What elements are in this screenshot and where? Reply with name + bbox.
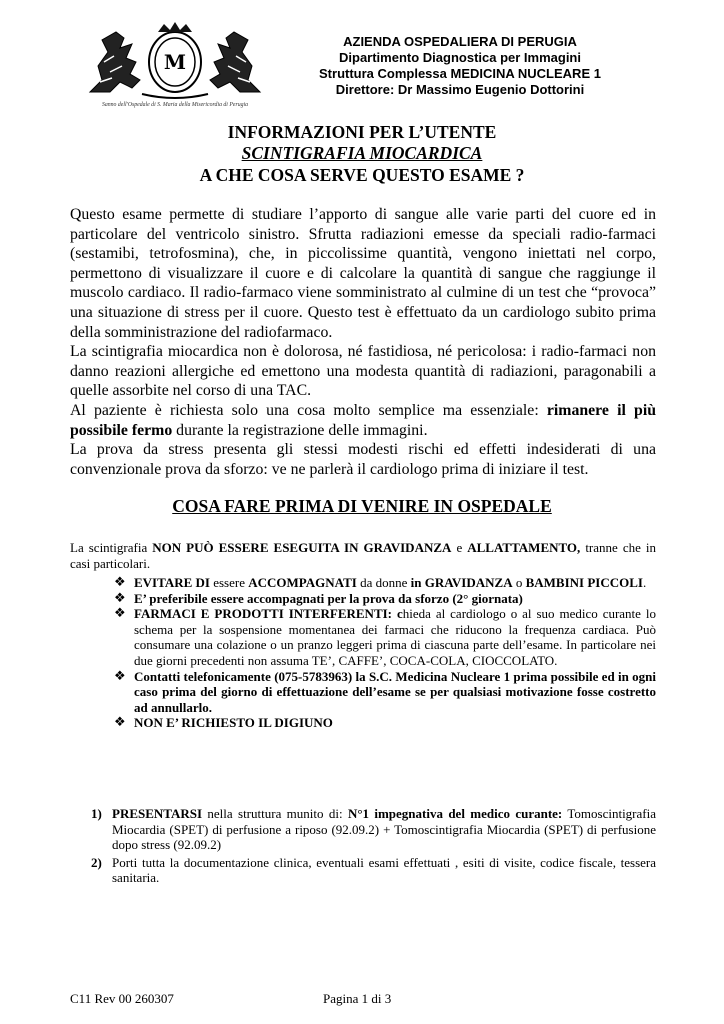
crest-icon <box>80 22 270 102</box>
logo-caption: Sanno dell'Ospedale di S. Maria della Misericordia di Perugia <box>101 102 249 108</box>
instructions-list <box>114 575 656 731</box>
intro-paragraph-2: La scintigrafia miocardica non è dolorosa, né fastidiosa, né pericolosa: i radio-farmaci non danno reazioni allergiche ed emettono una modesta quantità di radiazioni, paragonabili a quelle assorbite nel corso di una TAC. <box>70 343 656 400</box>
pregnancy-notice: La scintigrafia NON PUÒ ESSERE ESEGUITA IN GRAVIDANZA e ALLATTAMENTO, tranne che in casi particolari. <box>70 540 657 571</box>
header-line-1: AZIENDA OSPEDALIERA DI PERUGIA <box>343 34 577 49</box>
section-title-before-hospital: COSA FARE PRIMA DI VENIRE IN OSPEDALE <box>172 496 552 516</box>
page-number: Pagina 1 di 3 <box>323 991 392 1006</box>
institution-header <box>290 34 630 98</box>
title-purpose: A CHE COSA SERVE QUESTO ESAME ? <box>199 165 525 185</box>
header-line-2: Dipartimento Diagnostica per Immagini <box>339 50 581 65</box>
header-line-3: Struttura Complessa MEDICINA NUCLEARE 1 <box>319 66 601 81</box>
intro-paragraph-4: La prova da stress presenta gli stessi modesti rischi ed effetti indesiderati di una convenzionale prova da sforzo: ve ne parlerà il cardiologo prima di iniziare il test. <box>70 441 656 478</box>
diamond-bullet-icon: ❖ <box>114 590 126 606</box>
diamond-bullet-icon: ❖ <box>114 715 126 731</box>
list-item: ❖ EVITARE DI essere ACCOMPAGNATI da donne in GRAVIDANZA o BAMBINI PICCOLI. <box>114 575 647 590</box>
title-info: INFORMAZIONI PER L’UTENTE <box>227 122 497 142</box>
list-item: ❖ Contatti telefonicamente (075-5783963) la S.C. Medicina Nucleare 1 prima possibile ed in ogni caso prima del giorno di effettuazione dell’esame se per qualsiasi motivazione fosse costretto ad annullarlo. <box>114 668 656 715</box>
diamond-bullet-icon: ❖ <box>114 606 126 622</box>
intro-section <box>70 205 656 479</box>
diamond-bullet-icon: ❖ <box>114 575 126 590</box>
list-item: ❖ NON E’ RICHIESTO IL DIGIUNO <box>114 715 333 731</box>
svg-text:M: M <box>163 50 187 74</box>
diamond-bullet-icon: ❖ <box>114 668 126 684</box>
title-exam: SCINTIGRAFIA MIOCARDICA <box>241 143 483 163</box>
hospital-logo <box>80 22 270 114</box>
document-code: C11 Rev 00 260307 <box>70 991 174 1006</box>
keep-still-emphasis: rimanere il più possibile fermo <box>70 401 656 439</box>
intro-paragraph-1: Questo esame permette di studiare l’apporto di sangue alle varie parti del cuore ed in particolare del ventricolo sinistro. Sfrutta radiazioni emesse da speciali radio-farmaci (sestamibi, tetrofosmina), che, in piccolissime quantità, vengono iniettati nel corpo, permettono di visualizzare il cuore e di calcolare la quantità di sangue che raggiunge il muscolo cardiaco. Il radio-farmaco viene somministrato al culmine di un test che “provoca” una situazione di stress per il cuore. Questo test è effettuato da un cardiologo subito prima della somministrazione del radiofarmaco. <box>70 206 656 341</box>
list-item: 1) PRESENTARSI nella struttura munito di: N°1 impegnativa del medico curante: Tomoscintigrafia Miocardia (SPET) di perfusione a riposo (92.09.2) + Tomoscintigrafia Miocardia (SPET) di perfusione dopo stress (92.09.2) <box>91 806 656 853</box>
list-item: ❖ E’ preferibile essere accompagnati per la prova da sforzo (2° giornata) <box>114 590 523 606</box>
numbered-steps <box>70 806 656 888</box>
intro-paragraph-3: Al paziente è richiesta solo una cosa molto semplice ma essenziale: rimanere il più possibile fermo durante la registrazione delle immagini. <box>70 401 656 439</box>
list-item: 2) Porti tutta la documentazione clinica, eventuali esami effettuati , esiti di visite, codice fiscale, tessera sanitaria. <box>91 854 656 886</box>
list-item: ❖ FARMACI E PRODOTTI INTERFERENTI: chieda al cardiologo o al suo medico curante lo schema per la sospensione momentanea dei farmaci che riducono la frequenza cardiaca. Può consumare una colazione o un pranzo leggeri prima di ciascuna parte dell’esame. In particolare nei due giorni precedenti non assuma TE’, CAFFE’, COCA-COLA, CIOCCOLATO. <box>114 606 657 668</box>
header-line-4: Direttore: Dr Massimo Eugenio Dottorini <box>335 82 585 97</box>
